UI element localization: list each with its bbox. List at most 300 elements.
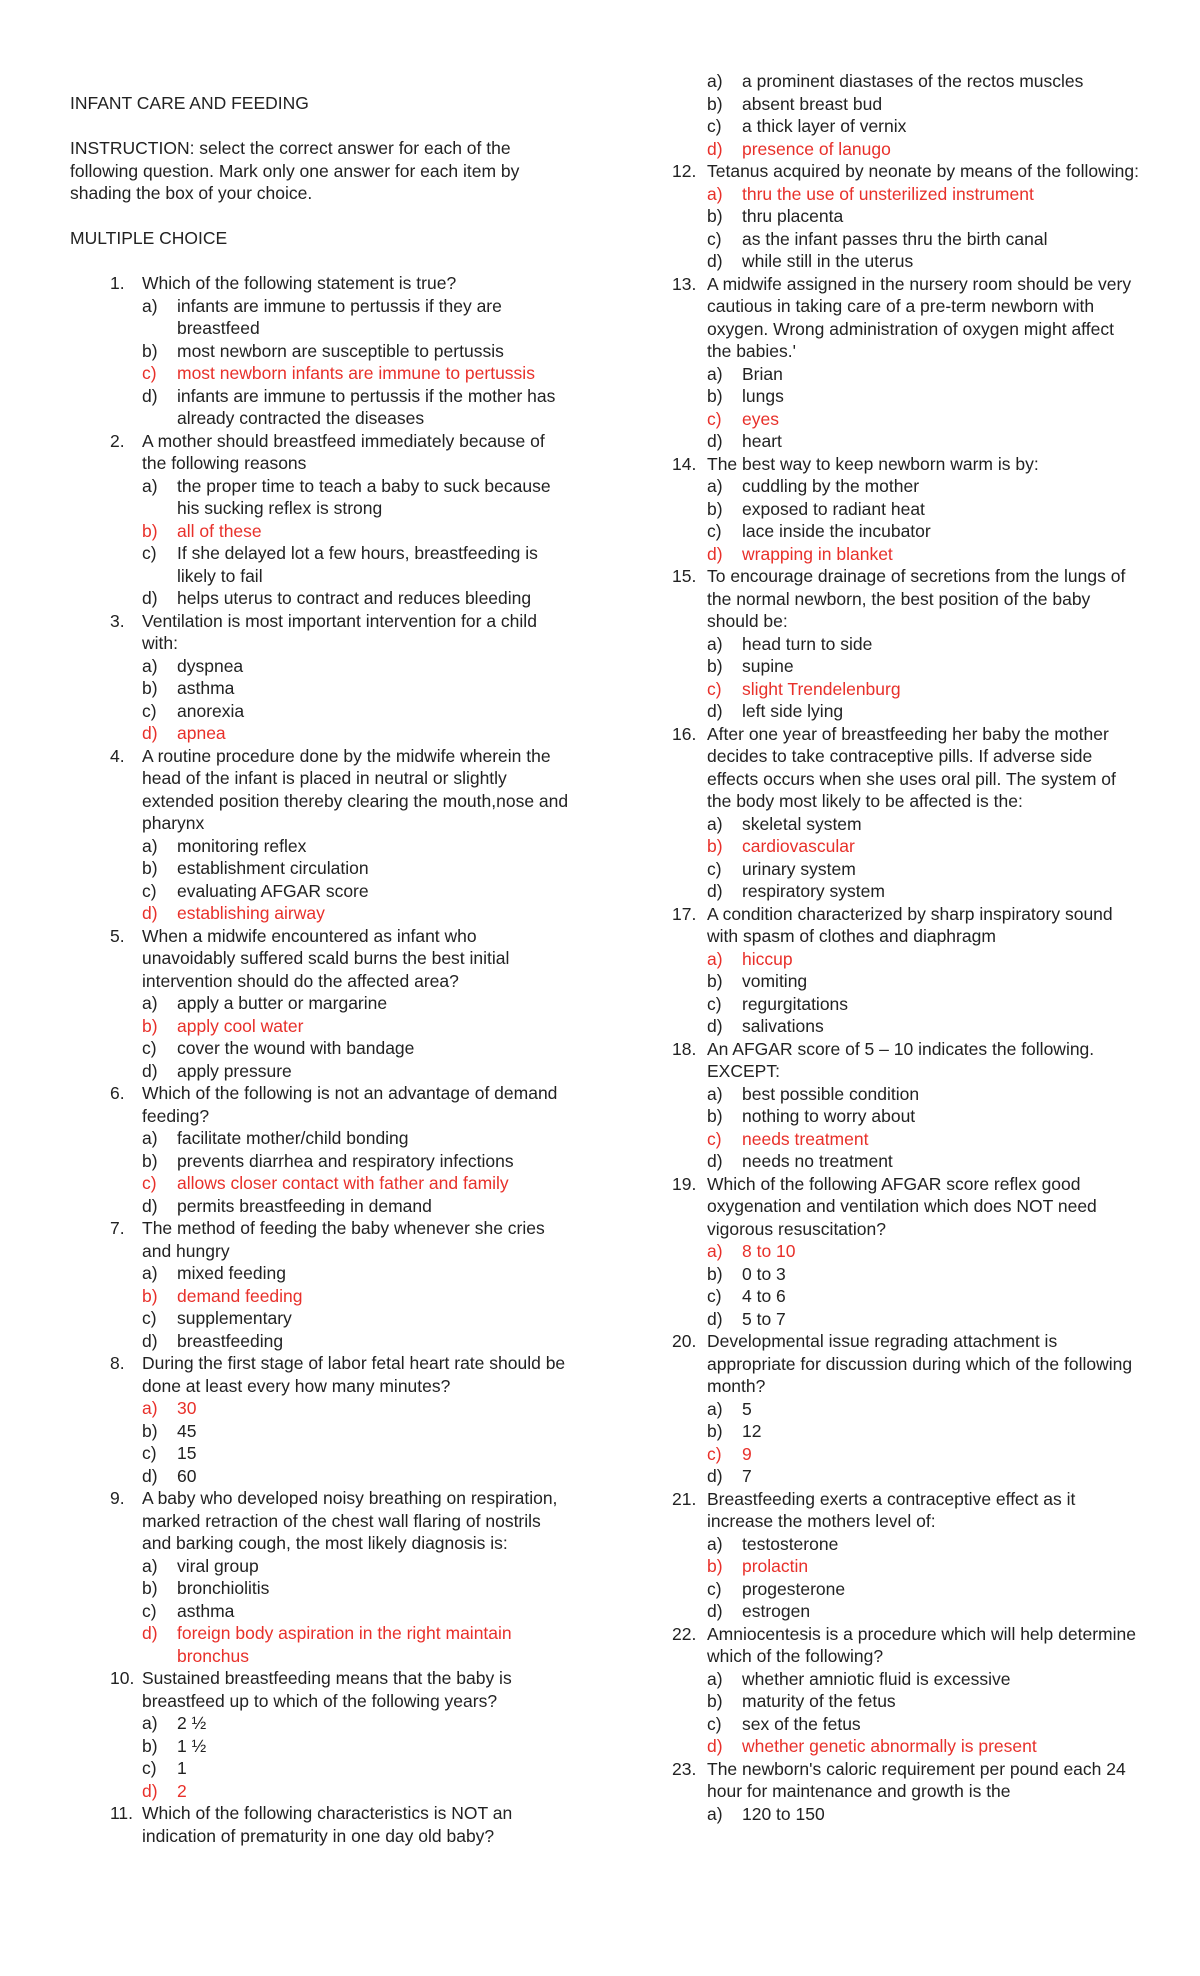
answer-option[interactable] (707, 633, 1142, 656)
question-number: 8. (110, 1353, 125, 1373)
answer-option[interactable] (142, 340, 570, 363)
answer-option-correct[interactable] (142, 1172, 570, 1195)
option-text: eyes (742, 408, 779, 429)
option-letter: b) (142, 1015, 158, 1036)
answer-option[interactable] (707, 655, 1142, 678)
question-number: 12. (672, 161, 697, 181)
option-letter: c) (707, 1713, 722, 1734)
answer-option[interactable] (707, 1083, 1142, 1106)
option-list (142, 1262, 570, 1352)
option-text: breastfeeding (177, 1330, 284, 1351)
question-number: 19. (672, 1173, 697, 1194)
option-text: facilitate mother/child bonding (177, 1128, 409, 1148)
option-list (142, 295, 570, 430)
option-text: allows closer contact with father and family (177, 1173, 509, 1193)
option-list (707, 1533, 1142, 1623)
option-list (707, 1240, 1142, 1330)
option-letter: c) (142, 700, 157, 721)
option-list (142, 1555, 570, 1668)
question-number: 16. (672, 723, 697, 744)
question-number: 2. (110, 430, 125, 451)
option-list (142, 1127, 570, 1217)
option-letter: d) (142, 385, 158, 406)
option-list (707, 1083, 1142, 1173)
answer-option[interactable] (707, 858, 1142, 881)
answer-option-correct[interactable] (142, 1780, 570, 1803)
option-letter: b) (707, 1556, 723, 1576)
option-list (142, 655, 570, 745)
question-item (672, 160, 1142, 273)
answer-option[interactable] (142, 1712, 570, 1735)
question-text: When a midwife encountered as infant who unavoidably suffered scald burns the best initial intervention should do the affected area? (142, 925, 510, 991)
option-letter: b) (707, 1421, 723, 1441)
option-text: left side lying (742, 701, 844, 721)
option-text: wrapping in blanket (742, 543, 893, 564)
question-number: 20. (672, 1331, 697, 1351)
question-item (672, 565, 1142, 723)
option-letter: a) (142, 475, 158, 496)
question-item (70, 1217, 570, 1352)
answer-option-correct[interactable] (707, 835, 1142, 858)
answer-option[interactable] (142, 857, 570, 880)
option-text: whether genetic abnormally is present (742, 1736, 1037, 1756)
question-text: Sustained breastfeeding means that the baby is breastfeed up to which of the following years? (142, 1668, 512, 1711)
option-letter: a) (707, 813, 723, 834)
option-letter: d) (707, 1601, 723, 1621)
answer-option[interactable] (142, 992, 570, 1015)
option-text: 9 (742, 1443, 752, 1464)
answer-option[interactable] (707, 1690, 1142, 1713)
question-item (70, 610, 570, 745)
question-text: Amniocentesis is a procedure which will help determine which of the following? (707, 1623, 1136, 1666)
answer-option[interactable] (142, 655, 570, 678)
option-list (707, 633, 1142, 723)
option-text: urinary system (742, 858, 856, 879)
option-text: heart (742, 431, 782, 451)
option-text: evaluating AFGAR score (177, 880, 369, 901)
answer-option[interactable] (142, 1735, 570, 1758)
option-text: a thick layer of vernix (742, 116, 907, 136)
option-letter: a) (707, 633, 723, 654)
answer-option[interactable] (707, 1285, 1142, 1308)
option-letter: d) (707, 1466, 723, 1486)
option-text: thru the use of unsterilized instrument (742, 183, 1034, 204)
answer-option[interactable] (142, 385, 570, 430)
option-letter: a) (142, 1555, 158, 1576)
option-letter: b) (707, 836, 723, 856)
option-letter: a) (707, 1398, 723, 1419)
answer-option[interactable] (707, 1533, 1142, 1556)
answer-option-correct[interactable] (707, 543, 1142, 566)
option-letter: b) (707, 206, 723, 226)
question-item (672, 1038, 1142, 1173)
option-letter: a) (142, 1128, 158, 1148)
option-text: thru placenta (742, 206, 844, 226)
option-text: head turn to side (742, 633, 873, 654)
option-text: vomiting (742, 971, 808, 991)
answer-option-correct[interactable] (707, 138, 1142, 161)
option-text: apply cool water (177, 1015, 304, 1036)
option-list (142, 475, 570, 610)
option-text: 8 to 10 (742, 1241, 796, 1261)
answer-option-correct[interactable] (142, 520, 570, 543)
option-letter: d) (142, 1623, 158, 1643)
option-letter: b) (142, 858, 158, 878)
option-text: cuddling by the mother (742, 476, 920, 496)
option-letter: d) (142, 1780, 158, 1801)
option-text: infants are immune to pertussis if they are breastfeed (177, 295, 502, 338)
question-number: 6. (110, 1083, 125, 1103)
option-letter: d) (142, 1465, 158, 1486)
option-text: asthma (177, 1600, 235, 1621)
option-letter: a) (142, 1398, 158, 1418)
answer-option[interactable] (707, 1263, 1142, 1286)
option-text: slight Trendelenburg (742, 678, 901, 699)
option-letter: c) (707, 993, 722, 1014)
option-letter: b) (707, 498, 723, 519)
option-text: estrogen (742, 1601, 811, 1621)
answer-option-correct[interactable] (707, 1240, 1142, 1263)
question-text: Which of the following AFGAR score reflex good oxygenation and ventilation which does NOT need vigorous resuscitation? (707, 1173, 1097, 1239)
option-text: lace inside the incubator (742, 521, 931, 541)
question-number: 14. (672, 453, 697, 474)
option-letter: d) (142, 588, 158, 608)
question-item (672, 273, 1142, 453)
option-letter: b) (142, 1150, 158, 1171)
question-number: 17. (672, 903, 697, 924)
question-text: A midwife assigned in the nursery room should be very cautious in taking care of a pre-term newborn with oxygen. Wrong administration of oxygen might affect the babies.' (707, 273, 1132, 361)
question-number: 4. (110, 745, 125, 766)
answer-option[interactable] (707, 115, 1142, 138)
option-letter: c) (707, 1286, 722, 1306)
answer-option-correct[interactable] (142, 722, 570, 745)
answer-option[interactable] (707, 1105, 1142, 1128)
option-list (707, 363, 1142, 453)
answer-option[interactable] (707, 970, 1142, 993)
question-text: Breastfeeding exerts a contraceptive effect as it increase the mothers level of: (707, 1488, 1076, 1531)
right-column (672, 0, 1142, 1825)
option-letter: a) (707, 1533, 723, 1554)
option-letter: d) (707, 1308, 723, 1329)
question-text: During the first stage of labor fetal heart rate should be done at least every how many minutes? (142, 1353, 566, 1396)
question-text: A baby who developed noisy breathing on respiration, marked retraction of the chest wall flaring of nostrils and barking cough, the most likely diagnosis is: (142, 1488, 558, 1553)
option-letter: a) (707, 1241, 723, 1261)
answer-option[interactable] (707, 1578, 1142, 1601)
answer-option-correct[interactable] (142, 1015, 570, 1038)
answer-option[interactable] (142, 1195, 570, 1218)
option-text: testosterone (742, 1533, 839, 1554)
answer-option[interactable] (142, 475, 570, 520)
option-letter: a) (142, 993, 158, 1013)
answer-option[interactable] (142, 1037, 570, 1060)
answer-option[interactable] (707, 385, 1142, 408)
answer-option[interactable] (707, 498, 1142, 521)
question-number: 13. (672, 273, 697, 294)
option-list (707, 475, 1142, 565)
option-text: apply a butter or margarine (177, 993, 388, 1013)
option-letter: c) (142, 543, 157, 563)
answer-option[interactable] (142, 1307, 570, 1330)
answer-option[interactable] (707, 1308, 1142, 1331)
option-text: prevents diarrhea and respiratory infections (177, 1150, 514, 1171)
option-letter: b) (142, 520, 158, 541)
option-text: apnea (177, 723, 226, 743)
option-text: a prominent diastases of the rectos muscles (742, 71, 1084, 91)
option-letter: a) (707, 363, 723, 384)
option-letter: a) (707, 476, 723, 496)
question-text: After one year of breastfeeding her baby the mother decides to take contraceptive pills. If adverse side effects occurs when she uses oral pill. The system of the body most likely to be affected is the: (707, 723, 1116, 811)
answer-option-correct[interactable] (142, 1622, 570, 1667)
question-list-right (672, 160, 1142, 1825)
option-letter: b) (142, 1420, 158, 1441)
option-text: the proper time to teach a baby to suck because his sucking reflex is strong (177, 475, 551, 518)
option-letter: c) (142, 1038, 157, 1058)
answer-option[interactable] (142, 542, 570, 587)
answer-option[interactable] (707, 1398, 1142, 1421)
option-letter: c) (142, 1443, 157, 1463)
option-letter: c) (707, 1578, 722, 1599)
question-text: To encourage drainage of secretions from the lungs of the normal newborn, the best position of the baby should be: (707, 566, 1126, 631)
option-text: 1 ½ (177, 1735, 207, 1756)
option-text: sex of the fetus (742, 1713, 861, 1734)
question-item (672, 903, 1142, 1038)
option-letter: d) (707, 431, 723, 451)
option-letter: c) (707, 858, 722, 879)
option-letter: c) (142, 363, 157, 383)
option-text: regurgitations (742, 993, 849, 1014)
answer-option[interactable] (707, 228, 1142, 251)
question-text: Which of the following characteristics is NOT an indication of prematurity in one day old baby? (142, 1803, 513, 1846)
answer-option[interactable] (142, 1060, 570, 1083)
answer-option-correct[interactable] (707, 183, 1142, 206)
question-text: The newborn's caloric requirement per pound each 24 hour for maintenance and growth is the (707, 1758, 1126, 1801)
answer-option-correct[interactable] (707, 1443, 1142, 1466)
answer-option-correct[interactable] (142, 902, 570, 925)
section-heading: MULTIPLE CHOICE (70, 228, 228, 248)
option-letter: d) (142, 1330, 158, 1351)
option-letter: d) (707, 543, 723, 564)
option-letter: a) (142, 295, 158, 316)
answer-option[interactable] (707, 1713, 1142, 1736)
answer-option[interactable] (707, 93, 1142, 116)
option-letter: c) (142, 1173, 157, 1193)
question-item (70, 1487, 570, 1667)
option-text: 4 to 6 (742, 1286, 786, 1306)
answer-option[interactable] (142, 1577, 570, 1600)
option-letter: b) (707, 1263, 723, 1284)
answer-option-correct[interactable] (707, 408, 1142, 431)
option-text: while still in the uterus (742, 251, 914, 271)
question-number: 23. (672, 1758, 697, 1779)
question-item (70, 1352, 570, 1487)
option-letter: d) (142, 723, 158, 743)
option-letter: a) (142, 835, 158, 856)
option-text: 15 (177, 1443, 197, 1463)
option-letter: b) (142, 1735, 158, 1756)
answer-option[interactable] (707, 1015, 1142, 1038)
question-number: 21. (672, 1488, 697, 1509)
option-letter: b) (707, 1691, 723, 1711)
answer-option-correct[interactable] (707, 1555, 1142, 1578)
option-letter: a) (707, 1803, 723, 1824)
answer-option[interactable] (707, 993, 1142, 1016)
answer-option[interactable] (142, 1420, 570, 1443)
answer-option[interactable] (142, 1330, 570, 1353)
option-letter: c) (707, 116, 722, 136)
option-letter: b) (707, 93, 723, 114)
answer-option-correct[interactable] (707, 1735, 1142, 1758)
option-text: Brian (742, 363, 783, 384)
answer-option[interactable] (142, 1465, 570, 1488)
question-text: Which of the following is not an advantage of demand feeding? (142, 1083, 558, 1126)
option-letter: a) (142, 1263, 158, 1283)
option-letter: a) (707, 948, 723, 969)
option-text: all of these (177, 520, 262, 541)
option-letter: c) (142, 1758, 157, 1778)
option-list (142, 992, 570, 1082)
option-letter: b) (707, 1106, 723, 1126)
option-letter: b) (142, 1578, 158, 1598)
answer-option[interactable] (707, 363, 1142, 386)
option-text: 120 to 150 (742, 1803, 825, 1824)
answer-option[interactable] (707, 205, 1142, 228)
option-letter: a) (707, 1668, 723, 1689)
option-text: apply pressure (177, 1060, 292, 1081)
answer-option-correct[interactable] (707, 1128, 1142, 1151)
question-number: 18. (672, 1038, 697, 1059)
question-text: An AFGAR score of 5 – 10 indicates the following. EXCEPT: (707, 1038, 1095, 1081)
answer-option[interactable] (707, 1465, 1142, 1488)
question-item (672, 1488, 1142, 1623)
option-letter: c) (142, 1600, 157, 1621)
option-letter: d) (142, 1195, 158, 1216)
option-text: respiratory system (742, 881, 885, 901)
option-list (707, 1398, 1142, 1488)
answer-option[interactable] (707, 813, 1142, 836)
question-item (672, 1173, 1142, 1331)
answer-option-correct[interactable] (142, 362, 570, 385)
question-number: 22. (672, 1623, 697, 1644)
option-letter: b) (142, 678, 158, 698)
left-column (70, 0, 570, 1847)
option-letter: c) (707, 228, 722, 249)
answer-option[interactable] (707, 1803, 1142, 1826)
answer-option-correct[interactable] (707, 948, 1142, 971)
option-text: demand feeding (177, 1285, 303, 1306)
answer-option-correct[interactable] (142, 1397, 570, 1420)
instruction-text: INSTRUCTION: select the correct answer for each of the following question. Mark only one answer for each item by shading the box of your choice. (70, 138, 520, 203)
option-letter: b) (707, 971, 723, 991)
option-text: 5 (742, 1398, 752, 1419)
option-text: needs no treatment (742, 1151, 893, 1171)
answer-option[interactable] (142, 1600, 570, 1623)
option-text: whether amniotic fluid is excessive (742, 1668, 1011, 1689)
option-text: progesterone (742, 1578, 846, 1599)
answer-option[interactable] (142, 1555, 570, 1578)
option-letter: b) (707, 656, 723, 676)
answer-option[interactable] (707, 475, 1142, 498)
answer-option-correct[interactable] (707, 678, 1142, 701)
option-text: anorexia (177, 700, 245, 721)
option-list (707, 813, 1142, 903)
option-letter: c) (142, 1308, 157, 1328)
question-item (672, 723, 1142, 903)
question-item (672, 453, 1142, 566)
answer-option-correct[interactable] (142, 1285, 570, 1308)
answer-option[interactable] (142, 1757, 570, 1780)
answer-option[interactable] (707, 70, 1142, 93)
option-list (707, 948, 1142, 1038)
option-text: 2 ½ (177, 1713, 207, 1733)
option-text: 45 (177, 1420, 197, 1441)
answer-option[interactable] (707, 1600, 1142, 1623)
question-item (70, 272, 570, 430)
question-11-options (672, 70, 1142, 160)
option-text: 0 to 3 (742, 1263, 786, 1284)
option-letter: c) (707, 1443, 722, 1464)
option-text: bronchiolitis (177, 1578, 270, 1598)
option-text: 5 to 7 (742, 1308, 786, 1329)
option-text: lungs (742, 386, 784, 406)
option-text: salivations (742, 1016, 824, 1036)
option-text: If she delayed lot a few hours, breastfeeding is likely to fail (177, 543, 538, 586)
answer-option[interactable] (142, 587, 570, 610)
answer-option[interactable] (142, 1150, 570, 1173)
question-list-left (70, 272, 570, 1847)
answer-option[interactable] (707, 1150, 1142, 1173)
option-text: needs treatment (742, 1128, 869, 1149)
question-text: A condition characterized by sharp inspiratory sound with spasm of clothes and diaphragm (707, 903, 1113, 946)
answer-option[interactable] (142, 1262, 570, 1285)
option-text: most newborn are susceptible to pertussis (177, 340, 504, 361)
question-item (672, 1623, 1142, 1758)
option-text: supplementary (177, 1308, 292, 1328)
option-text: hiccup (742, 948, 793, 969)
answer-option[interactable] (142, 677, 570, 700)
answer-option[interactable] (142, 880, 570, 903)
option-letter: c) (707, 678, 722, 699)
answer-option[interactable] (142, 700, 570, 723)
option-letter: d) (707, 1736, 723, 1756)
question-number: 10. (110, 1668, 135, 1688)
option-letter: a) (707, 71, 723, 91)
option-list (707, 183, 1142, 273)
option-letter: d) (142, 1060, 158, 1081)
question-number: 9. (110, 1488, 125, 1508)
answer-option[interactable] (707, 1668, 1142, 1691)
answer-option[interactable] (707, 250, 1142, 273)
option-letter: c) (707, 521, 722, 541)
option-letter: d) (707, 1151, 723, 1171)
answer-option[interactable] (142, 835, 570, 858)
question-item (672, 1758, 1142, 1826)
option-text: 2 (177, 1780, 187, 1801)
answer-option[interactable] (142, 1442, 570, 1465)
answer-option[interactable] (707, 1420, 1142, 1443)
option-list (142, 1712, 570, 1802)
question-number: 11. (110, 1803, 134, 1823)
answer-option[interactable] (707, 880, 1142, 903)
answer-option[interactable] (707, 520, 1142, 543)
answer-option[interactable] (707, 430, 1142, 453)
option-letter: b) (142, 1285, 158, 1306)
question-item (70, 745, 570, 925)
answer-option[interactable] (142, 1127, 570, 1150)
option-text: foreign body aspiration in the right maintain bronchus (177, 1623, 512, 1666)
answer-option[interactable] (707, 700, 1142, 723)
option-text: maturity of the fetus (742, 1691, 896, 1711)
answer-option[interactable] (142, 295, 570, 340)
